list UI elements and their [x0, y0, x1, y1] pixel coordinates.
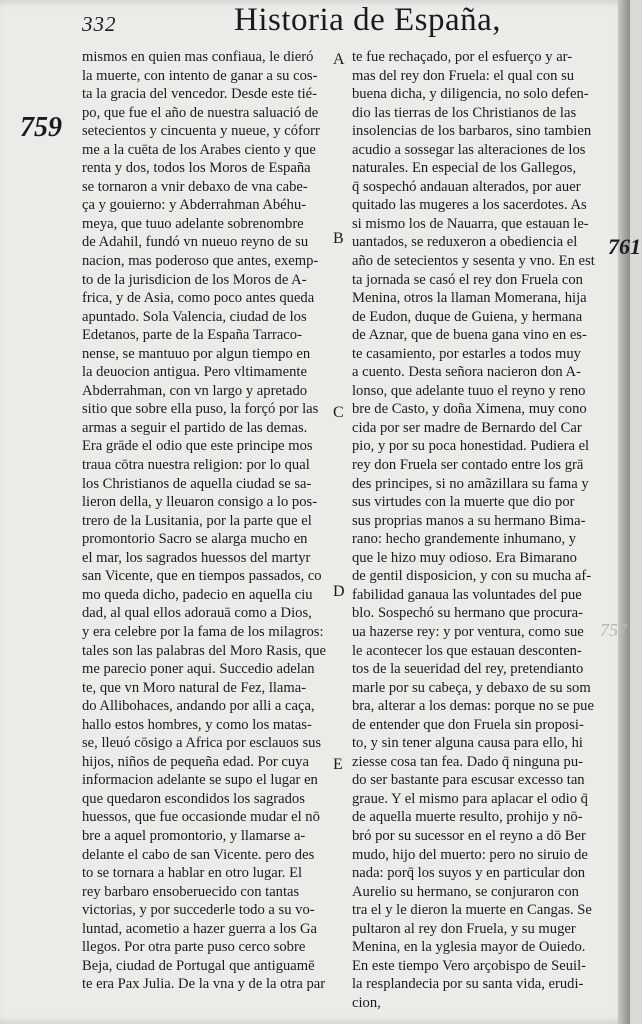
- text-line: a cuento. Desta señora nacieron don A-: [352, 364, 581, 381]
- text-line: mudo, hijo del muerto: pero no siruio de: [352, 846, 588, 863]
- text-line: mismos en quien mas confiaua, le dieró: [82, 49, 314, 65]
- text-line: do Allibohaces, andando por alli a caça,: [82, 698, 315, 715]
- text-line: tales son las palabras del Moro Rasis, que: [82, 642, 326, 659]
- text-line: le acontecer los que estauan desconten-: [352, 642, 582, 659]
- text-line: ziesse cosa tan fea. Dado q̄ ninguna pu-: [352, 753, 583, 770]
- text-line: blo. Sospechó su hermano que procura-: [352, 605, 584, 622]
- text-line: que le hizo muy odioso. Era Bimarano: [352, 549, 577, 566]
- text-line: y era celebre por la fama de los milagros:: [82, 623, 324, 640]
- text-line: frica, y de Asia, como poco antes queda: [82, 290, 315, 307]
- text-line: luntad, acometio a hazer guerra a los Ga: [82, 920, 318, 937]
- text-line: se, lleuó cōsigo a Africa por esclauos sus: [82, 735, 322, 752]
- text-line: rano: hecho grandemente inhumano, y: [352, 531, 577, 548]
- text-line: Aurelio su hermano, se conjuraron con: [352, 883, 579, 900]
- text-line: meya, que tuuo adelante sobrenombre: [82, 215, 304, 232]
- text-line: q̄ sospechó andauan alterados, por auer: [352, 178, 581, 195]
- text-line: victorias, y por succederle todo a su vo-: [82, 902, 315, 919]
- text-line: bre a aquel promontorio, y llamarse a-: [82, 827, 306, 844]
- text-line: Menina, otros la llaman Momerana, hija: [352, 290, 587, 307]
- text-line: Menina, en la yglesia mayor de Ouiedo.: [352, 939, 586, 956]
- text-line: marle por su cabeça, y debaxo de su som: [352, 679, 591, 696]
- text-line: te, que vn Moro natural de Fez, llama-: [82, 679, 307, 696]
- text-line: armas a seguir el partido de las demas.: [82, 419, 308, 436]
- text-line: quitado las mugeres a los sacerdotes. As: [352, 197, 587, 214]
- margin-year-left: 759: [20, 112, 62, 143]
- text-line: Beja, ciudad de Portugal que antiguamē: [82, 957, 315, 974]
- text-line: apuntado. Sola Valencia, ciudad de los: [82, 308, 307, 325]
- text-line: ua hazerse rey: y por ventura, como sue: [352, 623, 584, 640]
- text-line: de Eudon, duque de Guiena, y hermana: [352, 308, 583, 325]
- text-line: la deuocion antigua. Pero vltimamente: [82, 364, 307, 381]
- text-line: que quedaron escondidos los sagrados: [82, 790, 305, 807]
- text-line: te fue rechaçado, por el esfuerço y ar-: [352, 49, 573, 65]
- section-letter-e: E: [333, 756, 343, 773]
- page-edge-shadow: [618, 0, 630, 1024]
- right-text-column: [352, 48, 610, 1012]
- text-line: año de setecientos y sesenta y vno. En est: [352, 253, 595, 270]
- text-line: En este tiempo Vero arçobispo de Seuil-: [352, 957, 586, 974]
- text-line: cion,: [352, 994, 381, 1011]
- text-line: me parecio poner aqui. Succedio adelan: [82, 661, 315, 678]
- text-line: la muerte, con intento de ganar a su cos-: [82, 67, 318, 84]
- text-line: hijos, niños de pequeña edad. Por cuya: [82, 753, 309, 770]
- text-line: traua cōtra nuestra religion: por lo qual: [82, 457, 310, 474]
- text-line: el mar, los sagrados huessos del martyr: [82, 549, 311, 566]
- text-line: insolencias de los barbaros, sino tambien: [352, 123, 592, 140]
- text-line: sus proprias manos a su hermano Bima-: [352, 512, 586, 529]
- text-line: me a la cuēta de los Arabes ciento y que: [82, 141, 316, 158]
- text-line: bre de Casto, y doña Ximena, muy cono: [352, 401, 587, 418]
- text-line: setecientos y cincuenta y nueue, y cóforr: [82, 123, 320, 140]
- bleed-through-number: 757: [600, 620, 627, 640]
- text-line: dio las tierras de los Christianos de las: [352, 104, 577, 121]
- text-line: uantados, se reduxeron a obediencia el: [352, 234, 578, 251]
- text-line: si mismo los de Nauarra, que estauan le-: [352, 215, 589, 232]
- text-line: te casamiento, por estarles a todos muy: [352, 345, 581, 362]
- section-letter-a: A: [333, 51, 345, 68]
- text-line: los Christianos de aquella ciudad se sa-: [82, 475, 312, 492]
- text-line: ta jornada se casó el rey don Fruela con: [352, 271, 583, 288]
- text-line: san Vicente, que en tiempos passados, co: [82, 568, 322, 585]
- text-line: tra el y le dieron la muerte en Cangas. Se: [352, 902, 592, 919]
- text-line: rey barbaro ensoberuecido con tantas: [82, 883, 300, 900]
- text-line: pio, y por su poca honestidad. Pudiera el: [352, 438, 590, 455]
- text-line: to se tornara a hablar en otro lugar. El: [82, 865, 303, 882]
- text-line: te era Pax Julia. De la vna y de la otra par: [82, 976, 326, 993]
- section-letter-b: B: [333, 230, 344, 247]
- text-line: lieron della, y lleuaron consigo a lo pos-: [82, 494, 318, 511]
- text-line: se tornaron a vnir debaxo de vna cabe-: [82, 178, 308, 195]
- text-line: acudio a sossegar las alteraciones de los: [352, 141, 586, 158]
- text-line: nacion, mas poderoso que antes, exemp-: [82, 253, 319, 270]
- margin-year-right: 761: [608, 234, 641, 259]
- page-number: 332: [82, 12, 117, 36]
- text-line: de Aznar, que de buena gana vino en es-: [352, 327, 587, 344]
- text-line: renta y dos, todos los Moros de España: [82, 160, 311, 177]
- text-line: fabilidad ganaua las voluntades del pue: [352, 586, 582, 603]
- text-line: ta la gracia del vencedor. Desde este tié-: [82, 86, 318, 103]
- text-line: naturales. En especial de los Gallegos,: [352, 160, 577, 177]
- text-line: bra, alterar a los demas: porque no se pue: [352, 698, 594, 715]
- text-line: mas del rey don Fruela: el qual con su: [352, 67, 575, 84]
- text-line: bró por su sucessor en el reyno a dō Ber: [352, 827, 586, 844]
- text-line: to de la jurisdicion de los Moros de A-: [82, 271, 307, 288]
- text-line: de gentil disposicion, y con su mucha af-: [352, 568, 592, 585]
- text-line: do ser bastante para escusar excesso tan: [352, 772, 585, 789]
- text-line: nense, se mantuuo por algun tiempo en: [82, 345, 311, 362]
- text-line: la resplandecia por su santa vida, erudi-: [352, 976, 584, 993]
- text-line: po, que fue el año de nuestra saluació de: [82, 104, 319, 121]
- text-line: de aquella muerte resulto, prohijo y nō-: [352, 809, 583, 826]
- text-line: trero de la Lusitania, por la parte que el: [82, 512, 312, 529]
- text-line: to, y sin tener alguna causa para ello, hi: [352, 735, 583, 752]
- text-line: cida por ser madre de Bernardo del Car: [352, 419, 582, 436]
- section-letter-d: D: [333, 583, 345, 600]
- text-line: lonso, que adelante tuuo el reyno y reno: [352, 382, 586, 399]
- text-line: de Adahil, fundó vn nueuo reyno de su: [82, 234, 309, 251]
- text-line: hallo estos hombres, y como los matas-: [82, 716, 312, 733]
- text-line: pultaron al rey don Fruela, y su muger: [352, 920, 576, 937]
- text-line: graue. Y el mismo para aplacar el odio q̄: [352, 790, 588, 807]
- text-line: huessos, que fue occasionde mudar el nō: [82, 809, 320, 826]
- text-line: Era grāde el odio que este principe mos: [82, 438, 313, 455]
- text-line: ça y gouierno: y Abderrahman Abéhu-: [82, 197, 307, 214]
- text-line: promontorio Sacro se alarga mucho en: [82, 531, 308, 548]
- running-head-title: Historia de España,: [234, 2, 502, 38]
- text-line: nada: porq̄ los suyos y en particular don: [352, 865, 586, 882]
- text-line: dad, al qual ellos adorauā como a Dios,: [82, 605, 312, 622]
- text-line: tos de la seueridad del rey, pretendianto: [352, 661, 584, 678]
- text-line: des principes, si no amãzillara su fama y: [352, 475, 589, 492]
- text-line: de entender que don Fruela sin proposi-: [352, 716, 584, 733]
- text-line: Edetanos, parte de la España Tarraco-: [82, 327, 302, 344]
- text-line: sus virtudes con la muerte que dio por: [352, 494, 575, 511]
- text-line: delante el cabo de san Vicente. pero des: [82, 846, 315, 863]
- left-text-column: [82, 48, 344, 994]
- text-line: buena dicha, y diligencia, no solo defen-: [352, 86, 589, 103]
- text-line: rey don Fruela ser contado entre los grā: [352, 457, 584, 474]
- text-line: sitio que sobre ella puso, la forçó por las: [82, 401, 319, 418]
- text-line: informacion adelante se supo el lugar en: [82, 772, 318, 789]
- text-line: mo queda dicho, padecio en aquella ciu: [82, 586, 313, 603]
- section-letter-c: C: [333, 404, 344, 421]
- text-line: llegos. Por otra parte puso cerco sobre: [82, 939, 306, 956]
- text-line: Abderrahman, con vn largo y apretado: [82, 382, 308, 399]
